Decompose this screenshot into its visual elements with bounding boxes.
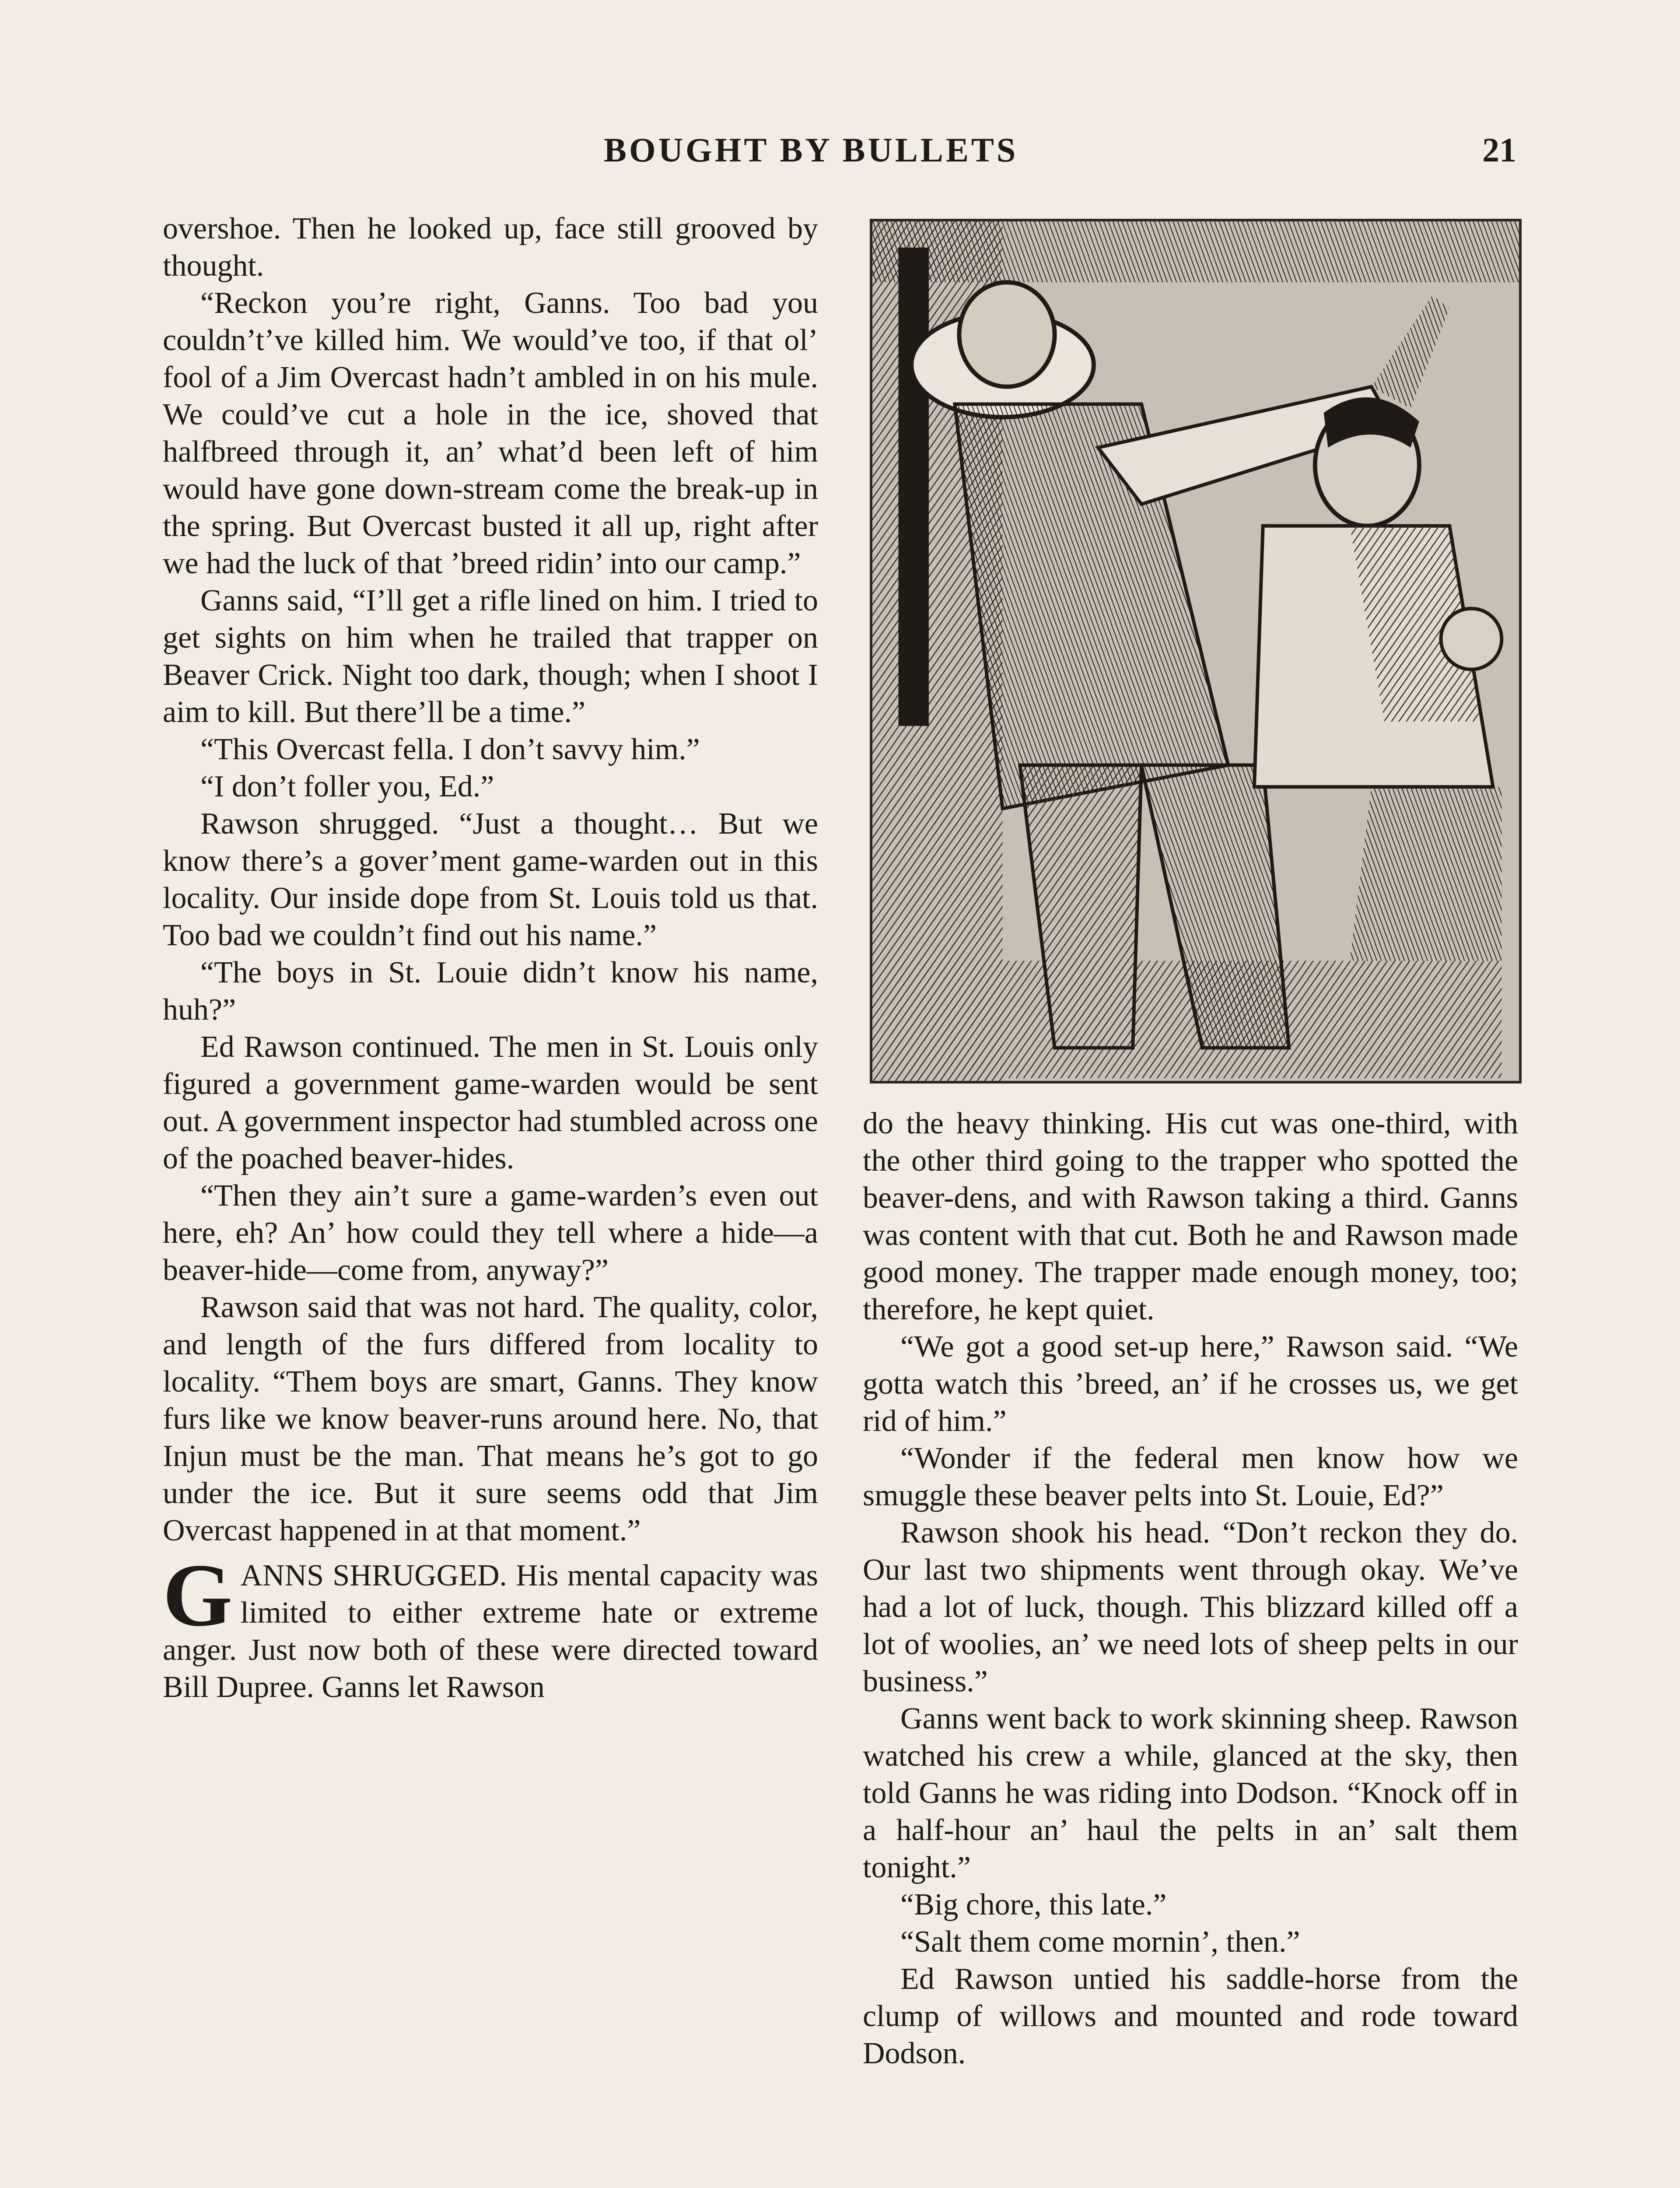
paragraph: “The boys in St. Louie didn’t know his name, huh?” [163, 956, 818, 1027]
paragraph: do the heavy thinking. His cut was one-third, with the other third going to the trapper who spotted the beaver-dens, and with Rawson taking a third. Ganns was content with that cut. Both he and Rawson made good money. The trapper made enough money, too; therefore, he kept quiet. [863, 1107, 1518, 1326]
section-start-paragraph [163, 1546, 818, 1706]
running-head-title: BOUGHT BY BULLETS [604, 131, 1018, 169]
paragraph: “Big chore, this late.” [900, 1888, 1167, 1922]
drop-cap: G [163, 1546, 233, 1645]
dropcap-paragraph-text: ANNS SHRUGGED. His mental capacity was limited to either extreme hate or extreme anger. Just now both of these were directed toward Bill Dupree. Ganns let Rawson [163, 1559, 818, 1704]
paragraph: Rawson said that was not hard. The quality, color, and length of the furs differed from locality to locality. “Them boys are smart, Ganns. They know furs like we know beaver-runs around here. No, that Injun must be the man. That means he’s got to go under the ice. But it sure seems odd that Jim Overcast happened in at that moment.” [163, 1290, 818, 1547]
paragraph: “Reckon you’re right, Ganns. Too bad you couldn’t’ve killed him. We would’ve too, if that ol’ fool of a Jim Overcast hadn’t ambled in on his mule. We could’ve cut a hole in the ice, shoved that halfbreed through it, an’ what’d been left of him would have gone down-stream come the break-up in the spring. But Overcast busted it all up, right after we had the luck of that ’breed ridin’ into our camp.” [163, 286, 818, 580]
paragraph: “This Overcast fella. I don’t savvy him.” [200, 733, 700, 766]
story-illustration [870, 219, 1522, 1083]
paragraph: “Then they ain’t sure a game-warden’s even out here, eh? An’ how could they tell where a hide—a beaver-hide—come from, anyway?” [163, 1179, 818, 1287]
paragraph: Rawson shook his head. “Don’t reckon they do. Our last two shipments went through okay. We’ve had a lot of luck, though. This blizzard killed off a lot of woolies, an’ we need lots of sheep pelts in our business.” [863, 1516, 1518, 1698]
paragraph: Ganns said, “I’ll get a rifle lined on him. I tried to get sights on him when he trailed that trapper on Beaver Crick. Night too dark, though; when I shoot I aim to kill. But there’ll be a time.” [163, 584, 818, 729]
paragraph: “We got a good set-up here,” Rawson said. “We gotta watch this ’breed, an’ if he crosses us, we get rid of him.” [863, 1330, 1518, 1438]
paragraph: “Wonder if the federal men know how we smuggle these beaver pelts into St. Louie, Ed?” [863, 1441, 1518, 1512]
right-column [863, 1105, 1518, 2072]
paragraph: “I don’t foller you, Ed.” [200, 770, 494, 803]
paragraph: Ed Rawson untied his saddle-horse from the clump of willows and mounted and rode toward Dodson. [863, 1962, 1518, 2070]
left-column [163, 210, 818, 1706]
paragraph: Ed Rawson continued. The men in St. Louis only figured a government game-warden would be sent out. A government inspector had stumbled across one of the poached beaver-hides. [163, 1030, 818, 1175]
paragraph: Rawson shrugged. “Just a thought… But we know there’s a gover’ment game-warden out in this locality. Our inside dope from St. Louis told us that. Too bad we couldn’t find out his name.” [163, 807, 818, 952]
paragraph: overshoe. Then he looked up, face still grooved by thought. [163, 212, 818, 283]
page-number: 21 [1482, 131, 1516, 169]
paragraph: Ganns went back to work skinning sheep. Rawson watched his crew a while, glanced at the sky, then told Ganns he was riding into Dodson. “Knock off in a half-hour an’ haul the pelts in an’ salt them tonight.” [863, 1702, 1518, 1884]
illustration-drawing [872, 221, 1519, 1081]
paragraph: “Salt them come mornin’, then.” [900, 1925, 1300, 1959]
